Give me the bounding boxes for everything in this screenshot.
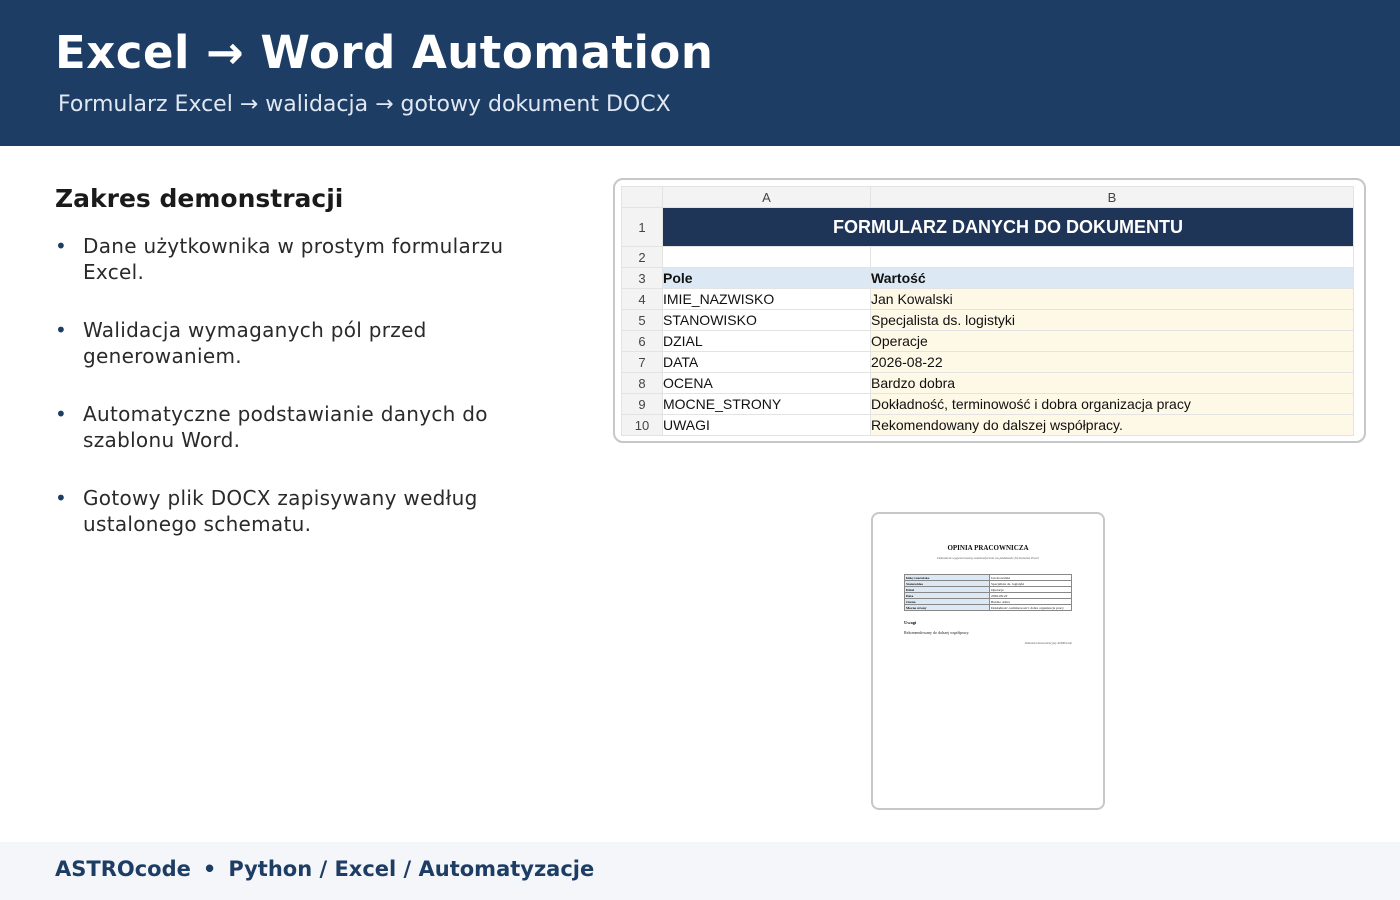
document-value-cell: Operacje xyxy=(990,587,1072,593)
sheet-row-number: 8 xyxy=(622,373,663,394)
sheet-column-header-row xyxy=(622,187,1354,208)
sheet-field-cell: IMIE_NAZWISKO xyxy=(663,289,871,310)
bullet-dot-icon: • xyxy=(55,486,68,510)
sheet-title-cell: FORMULARZ DANYCH DO DOKUMENTU xyxy=(663,208,1354,247)
document-value-cell: 2026-08-22 xyxy=(990,593,1072,599)
sheet-corner-cell xyxy=(622,187,663,208)
sheet-data-row xyxy=(622,394,1354,415)
sheet-data-row xyxy=(622,289,1354,310)
document-value-cell: Bardzo dobra xyxy=(990,599,1072,605)
sheet-value-cell: 2026-08-22 xyxy=(871,352,1354,373)
scope-list xyxy=(55,233,525,537)
scope-bullet xyxy=(55,401,525,453)
scope-bullet-text: Dane użytkownika w prostym formularzu Excel. xyxy=(83,234,504,284)
scope-section xyxy=(55,184,525,569)
document-key-cell: Mocne strony xyxy=(905,605,990,611)
document-key-cell: Dział xyxy=(905,587,990,593)
sheet-empty-row xyxy=(622,247,1354,268)
sheet-data-row xyxy=(622,310,1354,331)
sheet-field-cell: UWAGI xyxy=(663,415,871,436)
sheet-title-row xyxy=(622,208,1354,247)
sheet-row-number: 1 xyxy=(622,208,663,247)
sheet-cell xyxy=(871,247,1354,268)
document-value-cell: Jan Kowalski xyxy=(990,575,1072,581)
sheet-value-cell: Operacje xyxy=(871,331,1354,352)
document-subtitle: Dokument wygenerowany automatycznie na podstawie formularza Excel xyxy=(937,556,1039,560)
sheet-header-row xyxy=(622,268,1354,289)
scope-bullet-text: Automatyczne podstawianie danych do szablonu Word. xyxy=(83,402,488,452)
document-title: OPINIA PRACOWNICZA xyxy=(947,544,1029,552)
bullet-dot-icon: • xyxy=(55,234,68,258)
footer-text xyxy=(55,857,594,881)
sheet-value-cell: Jan Kowalski xyxy=(871,289,1354,310)
sheet-value-cell: Rekomendowany do dalszej współpracy. xyxy=(871,415,1354,436)
scope-bullet xyxy=(55,233,525,285)
scope-bullet-text: Gotowy plik DOCX zapisywany według ustalonego schematu. xyxy=(83,486,478,536)
sheet-value-cell: Dokładność, terminowość i dobra organizacja pracy xyxy=(871,394,1354,415)
page-title: Excel → Word Automation xyxy=(55,26,714,79)
bullet-dot-icon: • xyxy=(55,402,68,426)
sheet-row-number: 6 xyxy=(622,331,663,352)
header-banner xyxy=(0,0,1400,146)
document-key-cell: Imię i nazwisko xyxy=(905,575,990,581)
sheet-field-cell: STANOWISKO xyxy=(663,310,871,331)
sheet-field-cell: MOCNE_STRONY xyxy=(663,394,871,415)
sheet-data-row xyxy=(622,352,1354,373)
document-uwagi-text: Rekomendowany do dalszej współpracy. xyxy=(904,630,970,635)
sheet-data-row xyxy=(622,415,1354,436)
sheet-column-header: B xyxy=(871,187,1354,208)
sheet-field-cell: DZIAL xyxy=(663,331,871,352)
document-footer-note: Dokument demonstracyjny ASTROcode xyxy=(1024,641,1072,645)
sheet-row-number: 3 xyxy=(622,268,663,289)
sheet-data-row xyxy=(622,373,1354,394)
sheet-data-row xyxy=(622,331,1354,352)
sheet-cell xyxy=(663,247,871,268)
sheet-value-cell: Specjalista ds. logistyki xyxy=(871,310,1354,331)
sheet-row-number: 5 xyxy=(622,310,663,331)
excel-sheet-table xyxy=(621,186,1354,436)
scope-bullet-text: Walidacja wymaganych pól przed generowaniem. xyxy=(83,318,427,368)
bullet-dot-icon: • xyxy=(55,318,68,342)
document-table-row xyxy=(905,605,1072,611)
sheet-row-number: 4 xyxy=(622,289,663,310)
document-table xyxy=(904,574,1072,611)
footer-tagline: Python / Excel / Automatyzacje xyxy=(228,857,595,881)
sheet-value-cell: Bardzo dobra xyxy=(871,373,1354,394)
document-key-cell: Stanowisko xyxy=(905,581,990,587)
word-document-preview xyxy=(871,512,1105,810)
sheet-row-number: 10 xyxy=(622,415,663,436)
scope-heading: Zakres demonstracji xyxy=(55,184,344,213)
footer-brand: ASTROcode xyxy=(55,857,191,881)
sheet-header-cell-pole: Pole xyxy=(663,268,871,289)
scope-bullet xyxy=(55,485,525,537)
footer-bar xyxy=(0,842,1400,900)
sheet-row-number: 7 xyxy=(622,352,663,373)
document-value-cell: Dokładność, terminowość i dobra organizacja pracy xyxy=(990,605,1072,611)
sheet-field-cell: OCENA xyxy=(663,373,871,394)
document-value-cell: Specjalista ds. logistyki xyxy=(990,581,1072,587)
document-key-cell: Ocena xyxy=(905,599,990,605)
excel-sheet-screenshot xyxy=(613,178,1366,443)
page-subtitle: Formularz Excel → walidacja → gotowy dokument DOCX xyxy=(58,92,671,117)
footer-separator: • xyxy=(202,857,217,881)
document-key-cell: Data xyxy=(905,593,990,599)
scope-bullet xyxy=(55,317,525,369)
sheet-row-number: 9 xyxy=(622,394,663,415)
document-uwagi-label: Uwagi xyxy=(904,620,917,625)
sheet-header-cell-wartosc: Wartość xyxy=(871,268,1354,289)
sheet-column-header: A xyxy=(663,187,871,208)
sheet-field-cell: DATA xyxy=(663,352,871,373)
sheet-row-number: 2 xyxy=(622,247,663,268)
